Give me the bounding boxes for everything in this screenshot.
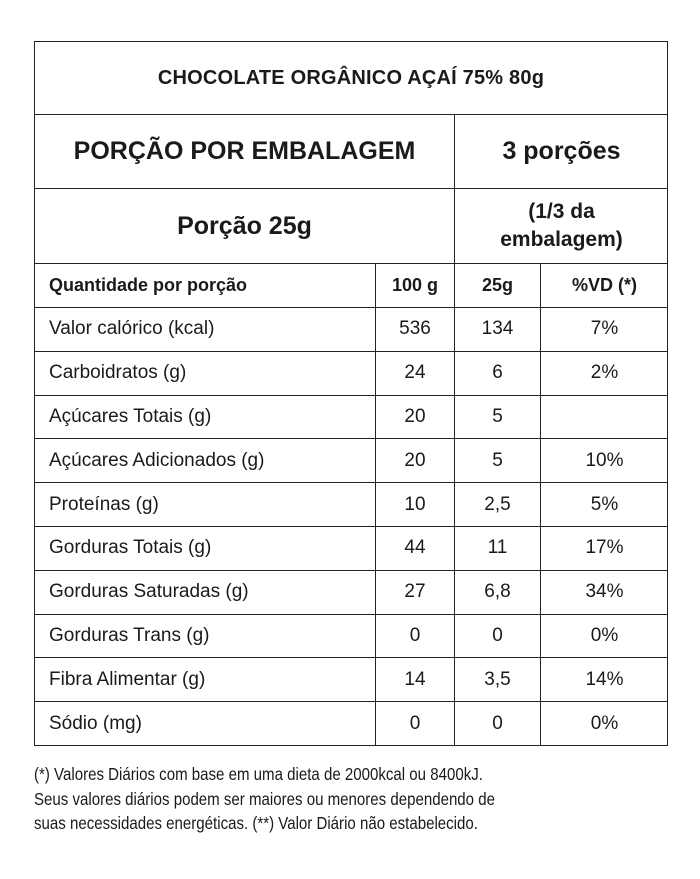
value-per-25g: 5 bbox=[492, 449, 503, 471]
value-per-25g: 3,5 bbox=[484, 668, 511, 690]
value-per-100g: 44 bbox=[404, 537, 426, 559]
value-per-25g: 2,5 bbox=[484, 493, 511, 515]
value-vd: 0% bbox=[590, 713, 619, 735]
table-row bbox=[35, 483, 667, 527]
column-header-nutrient: Quantidade por porção bbox=[49, 275, 248, 295]
nutrient-name: Açúcares Totais (g) bbox=[49, 405, 212, 427]
value-per-100g: 0 bbox=[409, 624, 421, 646]
table-row bbox=[35, 308, 667, 352]
portions-value: 3 porções bbox=[502, 137, 621, 165]
portions-row bbox=[35, 115, 667, 189]
table-row bbox=[35, 439, 667, 483]
table-row bbox=[35, 571, 667, 615]
value-per-25g: 0 bbox=[492, 624, 503, 646]
nutrient-name: Fibra Alimentar (g) bbox=[49, 668, 206, 690]
portion-size-note bbox=[455, 189, 668, 263]
value-vd: 0% bbox=[590, 624, 619, 646]
value-per-25g: 134 bbox=[481, 318, 514, 340]
value-per-100g: 20 bbox=[404, 449, 426, 471]
portion-size-note-line2: embalagem) bbox=[500, 228, 623, 251]
value-per-100g: 27 bbox=[404, 581, 426, 603]
value-vd: 5% bbox=[590, 493, 619, 515]
value-vd: 17% bbox=[585, 537, 624, 559]
nutrition-facts-table bbox=[34, 41, 668, 746]
footnote-line: (*) Valores Diários com base em uma dieta de 2000kcal ou 8400kJ. bbox=[34, 764, 483, 784]
column-header-vd: %VD (*) bbox=[571, 275, 637, 295]
value-per-25g: 11 bbox=[487, 537, 508, 559]
column-header-25g: 25g bbox=[481, 275, 514, 295]
nutrient-name: Gorduras Trans (g) bbox=[49, 624, 210, 646]
value-per-100g: 14 bbox=[404, 668, 426, 690]
footnote-line: suas necessidades energéticas. (**) Valor Diário não estabelecido. bbox=[34, 813, 478, 833]
value-per-25g: 6,8 bbox=[484, 581, 511, 603]
value-per-100g: 20 bbox=[404, 405, 426, 427]
table-row bbox=[35, 615, 667, 659]
column-header-100g: 100 g bbox=[391, 275, 439, 295]
value-vd bbox=[541, 396, 668, 439]
product-title: CHOCOLATE ORGÂNICO AÇAÍ 75% 80g bbox=[157, 66, 545, 89]
portion-size-row bbox=[35, 189, 667, 264]
nutrient-name: Açúcares Adicionados (g) bbox=[49, 449, 265, 471]
value-per-100g: 0 bbox=[409, 713, 421, 735]
table-row bbox=[35, 352, 667, 396]
portions-label: PORÇÃO POR EMBALAGEM bbox=[73, 137, 416, 165]
table-row bbox=[35, 702, 667, 746]
value-per-100g: 536 bbox=[399, 318, 431, 340]
value-per-25g: 0 bbox=[492, 713, 503, 735]
value-vd: 2% bbox=[590, 362, 619, 384]
nutrient-name: Gorduras Totais (g) bbox=[49, 537, 212, 559]
portion-size-label: Porção 25g bbox=[177, 211, 312, 240]
value-vd: 10% bbox=[585, 449, 624, 471]
product-title-row bbox=[35, 42, 667, 115]
value-vd: 7% bbox=[590, 318, 619, 340]
table-row bbox=[35, 527, 667, 571]
value-vd: 14% bbox=[585, 668, 624, 690]
value-per-100g: 24 bbox=[404, 362, 426, 384]
table-row bbox=[35, 396, 667, 440]
footnote bbox=[34, 762, 584, 836]
nutrient-name: Proteínas (g) bbox=[49, 493, 159, 515]
footnote-line: Seus valores diários podem ser maiores ou menores dependendo de bbox=[34, 788, 495, 809]
nutrient-name: Valor calórico (kcal) bbox=[49, 318, 215, 340]
column-header-row bbox=[35, 264, 667, 308]
nutrient-name: Carboidratos (g) bbox=[49, 362, 187, 384]
nutrient-name: Gorduras Saturadas (g) bbox=[49, 581, 249, 603]
value-vd: 34% bbox=[585, 581, 624, 603]
nutrient-name: Sódio (mg) bbox=[49, 713, 142, 735]
value-per-25g: 6 bbox=[492, 362, 503, 384]
value-per-25g: 5 bbox=[492, 405, 503, 427]
value-per-100g: 10 bbox=[404, 493, 426, 515]
table-row bbox=[35, 658, 667, 702]
portion-size-note-line1: (1/3 da bbox=[528, 200, 595, 223]
